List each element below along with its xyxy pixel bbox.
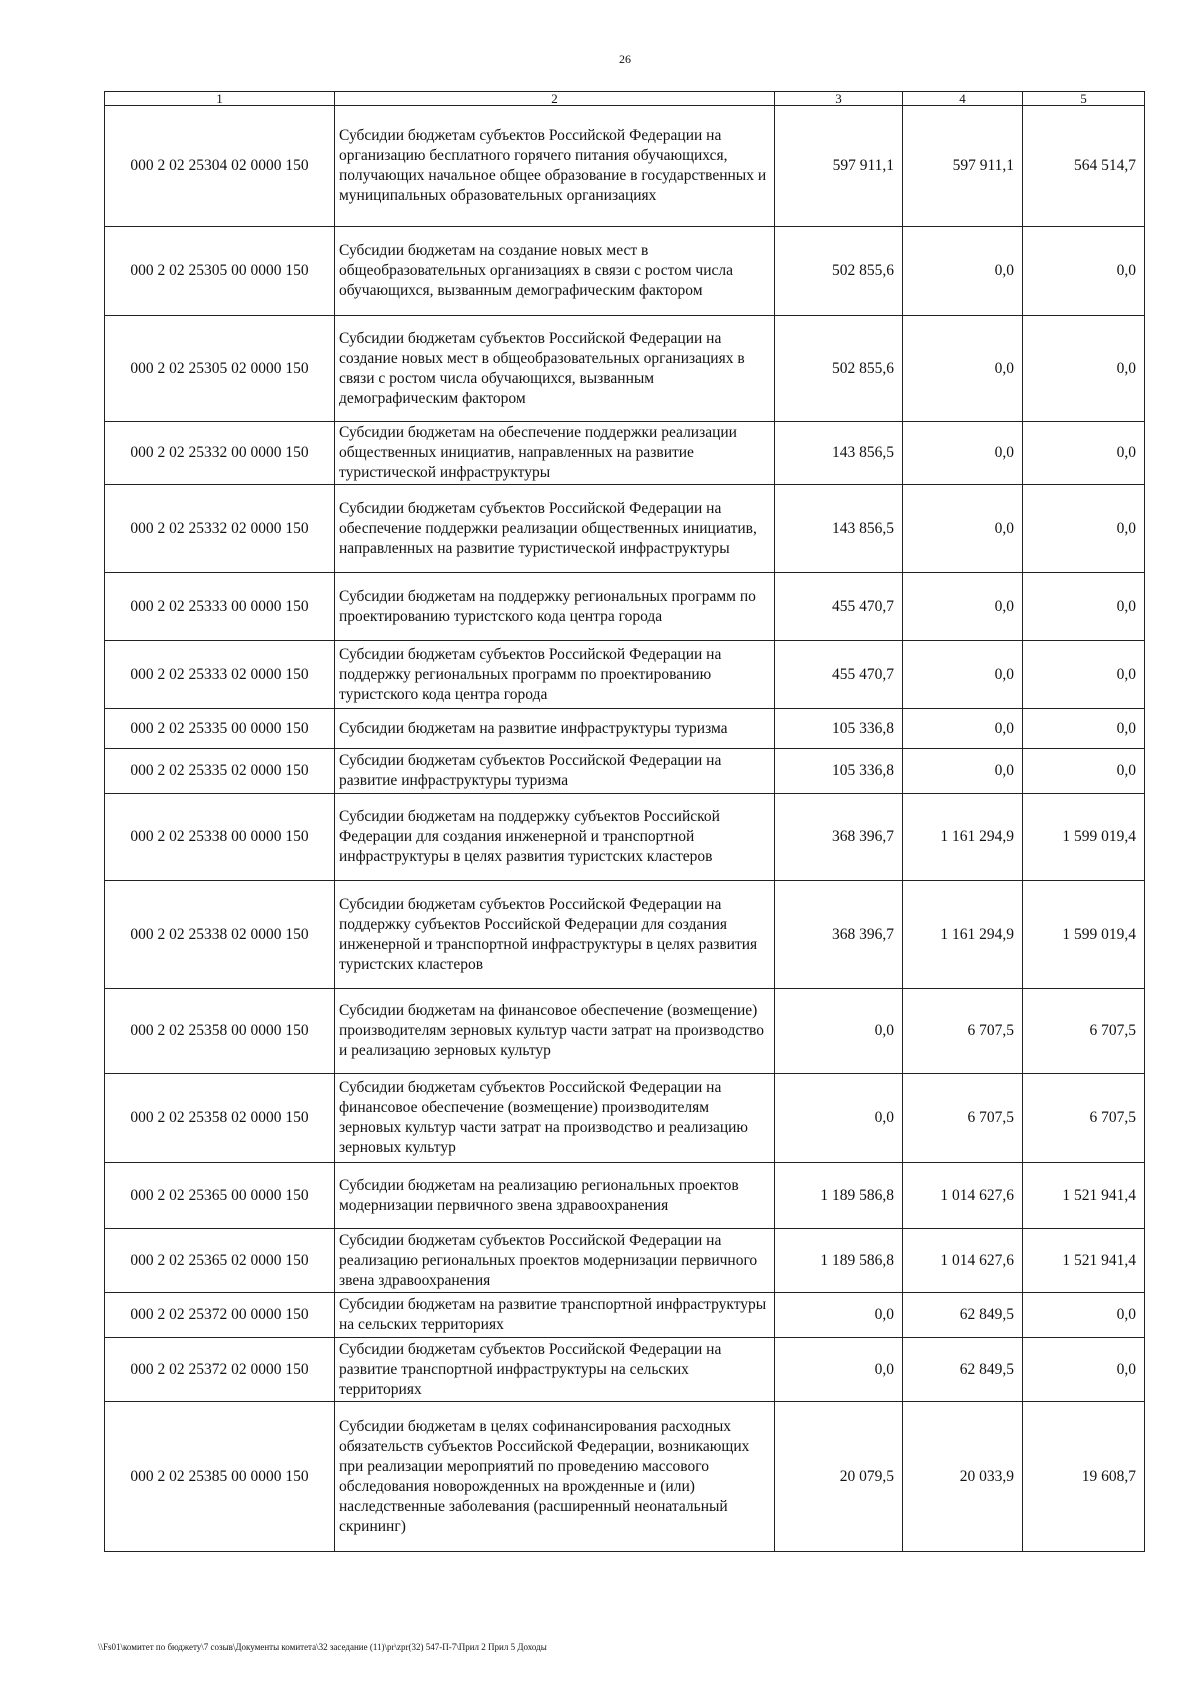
budget-code-cell: 000 2 02 25338 02 0000 150 — [105, 881, 335, 989]
amount-col5-cell: 6 707,5 — [1023, 1074, 1145, 1163]
table-row — [105, 316, 1145, 422]
item-name-cell: Субсидии бюджетам на создание новых мест в общеобразовательных организациях в связи с ростом числа обучающихся, вызванным демографическим фактором — [335, 227, 775, 316]
table-row — [105, 1402, 1145, 1552]
amount-col4-cell: 597 911,1 — [903, 106, 1023, 227]
item-name-cell: Субсидии бюджетам на поддержку региональных программ по проектированию туристского кода центра города — [335, 573, 775, 641]
item-name-cell: Субсидии бюджетам на обеспечение поддержки реализации общественных инициатив, направленных на развитие туристической инфраструктуры — [335, 422, 775, 485]
amount-col5-cell: 564 514,7 — [1023, 106, 1145, 227]
item-name-cell: Субсидии бюджетам на финансовое обеспечение (возмещение) производителям зерновых культур части затрат на производство и реализацию зерновых культур — [335, 989, 775, 1074]
amount-col5-cell: 0,0 — [1023, 749, 1145, 794]
amount-col4-cell: 20 033,9 — [903, 1402, 1023, 1552]
item-name-cell: Субсидии бюджетам на развитие инфраструктуры туризма — [335, 709, 775, 749]
table-row — [105, 227, 1145, 316]
amount-col3-cell: 368 396,7 — [775, 881, 903, 989]
amount-col5-cell: 0,0 — [1023, 573, 1145, 641]
item-name-cell: Субсидии бюджетам в целях софинансирования расходных обязательств субъектов Российской Федерации, возникающих при реализации мероприятий по проведению массового обследования новорожденных на врожденные и (или) наследственные заболевания (расширенный неонатальный скрининг) — [335, 1402, 775, 1552]
amount-col3-cell: 1 189 586,8 — [775, 1229, 903, 1293]
table-row — [105, 749, 1145, 794]
item-name-cell: Субсидии бюджетам субъектов Российской Федерации на организацию бесплатного горячего питания обучающихся, получающих начальное общее образование в государственных и муниципальных образовательных организациях — [335, 106, 775, 227]
amount-col4-cell: 0,0 — [903, 422, 1023, 485]
item-name-cell: Субсидии бюджетам на поддержку субъектов Российской Федерации для создания инженерной и транспортной инфраструктуры в целях развития туристских кластеров — [335, 794, 775, 881]
table-row — [105, 794, 1145, 881]
amount-col3-cell: 455 470,7 — [775, 641, 903, 709]
budget-code-cell: 000 2 02 25365 02 0000 150 — [105, 1229, 335, 1293]
item-name-cell: Субсидии бюджетам субъектов Российской Федерации на поддержку субъектов Российской Федерации для создания инженерной и транспортной инфраструктуры в целях развития туристских кластеров — [335, 881, 775, 989]
amount-col5-cell: 1 599 019,4 — [1023, 881, 1145, 989]
budget-code-cell: 000 2 02 25305 00 0000 150 — [105, 227, 335, 316]
amount-col5-cell: 6 707,5 — [1023, 989, 1145, 1074]
amount-col4-cell: 1 014 627,6 — [903, 1229, 1023, 1293]
amount-col3-cell: 0,0 — [775, 1338, 903, 1402]
amount-col5-cell: 1 521 941,4 — [1023, 1229, 1145, 1293]
amount-col3-cell: 105 336,8 — [775, 749, 903, 794]
budget-code-cell: 000 2 02 25385 00 0000 150 — [105, 1402, 335, 1552]
item-name-cell: Субсидии бюджетам субъектов Российской Федерации на развитие транспортной инфраструктуры на сельских территориях — [335, 1338, 775, 1402]
item-name-cell: Субсидии бюджетам на развитие транспортной инфраструктуры на сельских территориях — [335, 1293, 775, 1338]
amount-col5-cell: 0,0 — [1023, 316, 1145, 422]
amount-col3-cell: 502 855,6 — [775, 316, 903, 422]
amount-col4-cell: 0,0 — [903, 641, 1023, 709]
column-header-4: 4 — [903, 92, 1023, 106]
budget-code-cell: 000 2 02 25358 00 0000 150 — [105, 989, 335, 1074]
budget-revenue-table — [104, 91, 1145, 1552]
amount-col3-cell: 368 396,7 — [775, 794, 903, 881]
table-row — [105, 881, 1145, 989]
amount-col5-cell: 1 521 941,4 — [1023, 1163, 1145, 1229]
amount-col3-cell: 1 189 586,8 — [775, 1163, 903, 1229]
amount-col3-cell: 597 911,1 — [775, 106, 903, 227]
table-row — [105, 1229, 1145, 1293]
item-name-cell: Субсидии бюджетам субъектов Российской Федерации на поддержку региональных программ по проектированию туристского кода центра города — [335, 641, 775, 709]
amount-col4-cell: 0,0 — [903, 749, 1023, 794]
budget-code-cell: 000 2 02 25332 02 0000 150 — [105, 485, 335, 573]
budget-code-cell: 000 2 02 25372 02 0000 150 — [105, 1338, 335, 1402]
table-row — [105, 989, 1145, 1074]
table-row — [105, 1338, 1145, 1402]
table-row — [105, 1293, 1145, 1338]
amount-col4-cell: 1 161 294,9 — [903, 794, 1023, 881]
item-name-cell: Субсидии бюджетам субъектов Российской Федерации на развитие инфраструктуры туризма — [335, 749, 775, 794]
budget-code-cell: 000 2 02 25358 02 0000 150 — [105, 1074, 335, 1163]
amount-col4-cell: 1 161 294,9 — [903, 881, 1023, 989]
budget-code-cell: 000 2 02 25333 00 0000 150 — [105, 573, 335, 641]
table-row — [105, 573, 1145, 641]
table-row — [105, 1163, 1145, 1229]
amount-col4-cell: 0,0 — [903, 316, 1023, 422]
budget-code-cell: 000 2 02 25335 00 0000 150 — [105, 709, 335, 749]
amount-col3-cell: 502 855,6 — [775, 227, 903, 316]
column-number-row — [105, 92, 1145, 106]
amount-col3-cell: 0,0 — [775, 1293, 903, 1338]
amount-col3-cell: 143 856,5 — [775, 422, 903, 485]
amount-col4-cell: 0,0 — [903, 227, 1023, 316]
column-header-3: 3 — [775, 92, 903, 106]
amount-col3-cell: 105 336,8 — [775, 709, 903, 749]
table-row — [105, 422, 1145, 485]
amount-col5-cell: 1 599 019,4 — [1023, 794, 1145, 881]
table-row — [105, 709, 1145, 749]
table-row — [105, 641, 1145, 709]
budget-code-cell: 000 2 02 25338 00 0000 150 — [105, 794, 335, 881]
amount-col4-cell: 6 707,5 — [903, 1074, 1023, 1163]
amount-col5-cell: 0,0 — [1023, 485, 1145, 573]
budget-code-cell: 000 2 02 25332 00 0000 150 — [105, 422, 335, 485]
amount-col5-cell: 0,0 — [1023, 1338, 1145, 1402]
amount-col4-cell: 62 849,5 — [903, 1338, 1023, 1402]
column-header-5: 5 — [1023, 92, 1145, 106]
amount-col3-cell: 143 856,5 — [775, 485, 903, 573]
amount-col4-cell: 0,0 — [903, 485, 1023, 573]
amount-col3-cell: 455 470,7 — [775, 573, 903, 641]
budget-code-cell: 000 2 02 25372 00 0000 150 — [105, 1293, 335, 1338]
column-header-2: 2 — [335, 92, 775, 106]
column-header-1: 1 — [105, 92, 335, 106]
amount-col4-cell: 62 849,5 — [903, 1293, 1023, 1338]
amount-col5-cell: 0,0 — [1023, 227, 1145, 316]
footer-file-path: \\Fs01\комитет по бюджету\7 созыв\Документы комитета\32 заседание (11)\pr\zpr(32) 547-П-7\Прил 2 Прил 5 Доходы — [98, 1642, 547, 1652]
amount-col3-cell: 0,0 — [775, 989, 903, 1074]
amount-col5-cell: 19 608,7 — [1023, 1402, 1145, 1552]
item-name-cell: Субсидии бюджетам субъектов Российской Федерации на реализацию региональных проектов модернизации первичного звена здравоохранения — [335, 1229, 775, 1293]
amount-col5-cell: 0,0 — [1023, 709, 1145, 749]
item-name-cell: Субсидии бюджетам субъектов Российской Федерации на обеспечение поддержки реализации общественных инициатив, направленных на развитие туристической инфраструктуры — [335, 485, 775, 573]
item-name-cell: Субсидии бюджетам субъектов Российской Федерации на финансовое обеспечение (возмещение) производителям зерновых культур части затрат на производство и реализацию зерновых культур — [335, 1074, 775, 1163]
amount-col3-cell: 20 079,5 — [775, 1402, 903, 1552]
amount-col4-cell: 0,0 — [903, 573, 1023, 641]
amount-col4-cell: 6 707,5 — [903, 989, 1023, 1074]
budget-code-cell: 000 2 02 25335 02 0000 150 — [105, 749, 335, 794]
budget-code-cell: 000 2 02 25305 02 0000 150 — [105, 316, 335, 422]
table-row — [105, 106, 1145, 227]
amount-col4-cell: 1 014 627,6 — [903, 1163, 1023, 1229]
amount-col4-cell: 0,0 — [903, 709, 1023, 749]
page-number: 26 — [619, 52, 631, 66]
budget-code-cell: 000 2 02 25365 00 0000 150 — [105, 1163, 335, 1229]
budget-code-cell: 000 2 02 25304 02 0000 150 — [105, 106, 335, 227]
amount-col3-cell: 0,0 — [775, 1074, 903, 1163]
table-row — [105, 485, 1145, 573]
amount-col5-cell: 0,0 — [1023, 1293, 1145, 1338]
item-name-cell: Субсидии бюджетам субъектов Российской Федерации на создание новых мест в общеобразовательных организациях в связи с ростом числа обучающихся, вызванным демографическим фактором — [335, 316, 775, 422]
budget-code-cell: 000 2 02 25333 02 0000 150 — [105, 641, 335, 709]
amount-col5-cell: 0,0 — [1023, 422, 1145, 485]
item-name-cell: Субсидии бюджетам на реализацию региональных проектов модернизации первичного звена здравоохранения — [335, 1163, 775, 1229]
table-row — [105, 1074, 1145, 1163]
amount-col5-cell: 0,0 — [1023, 641, 1145, 709]
